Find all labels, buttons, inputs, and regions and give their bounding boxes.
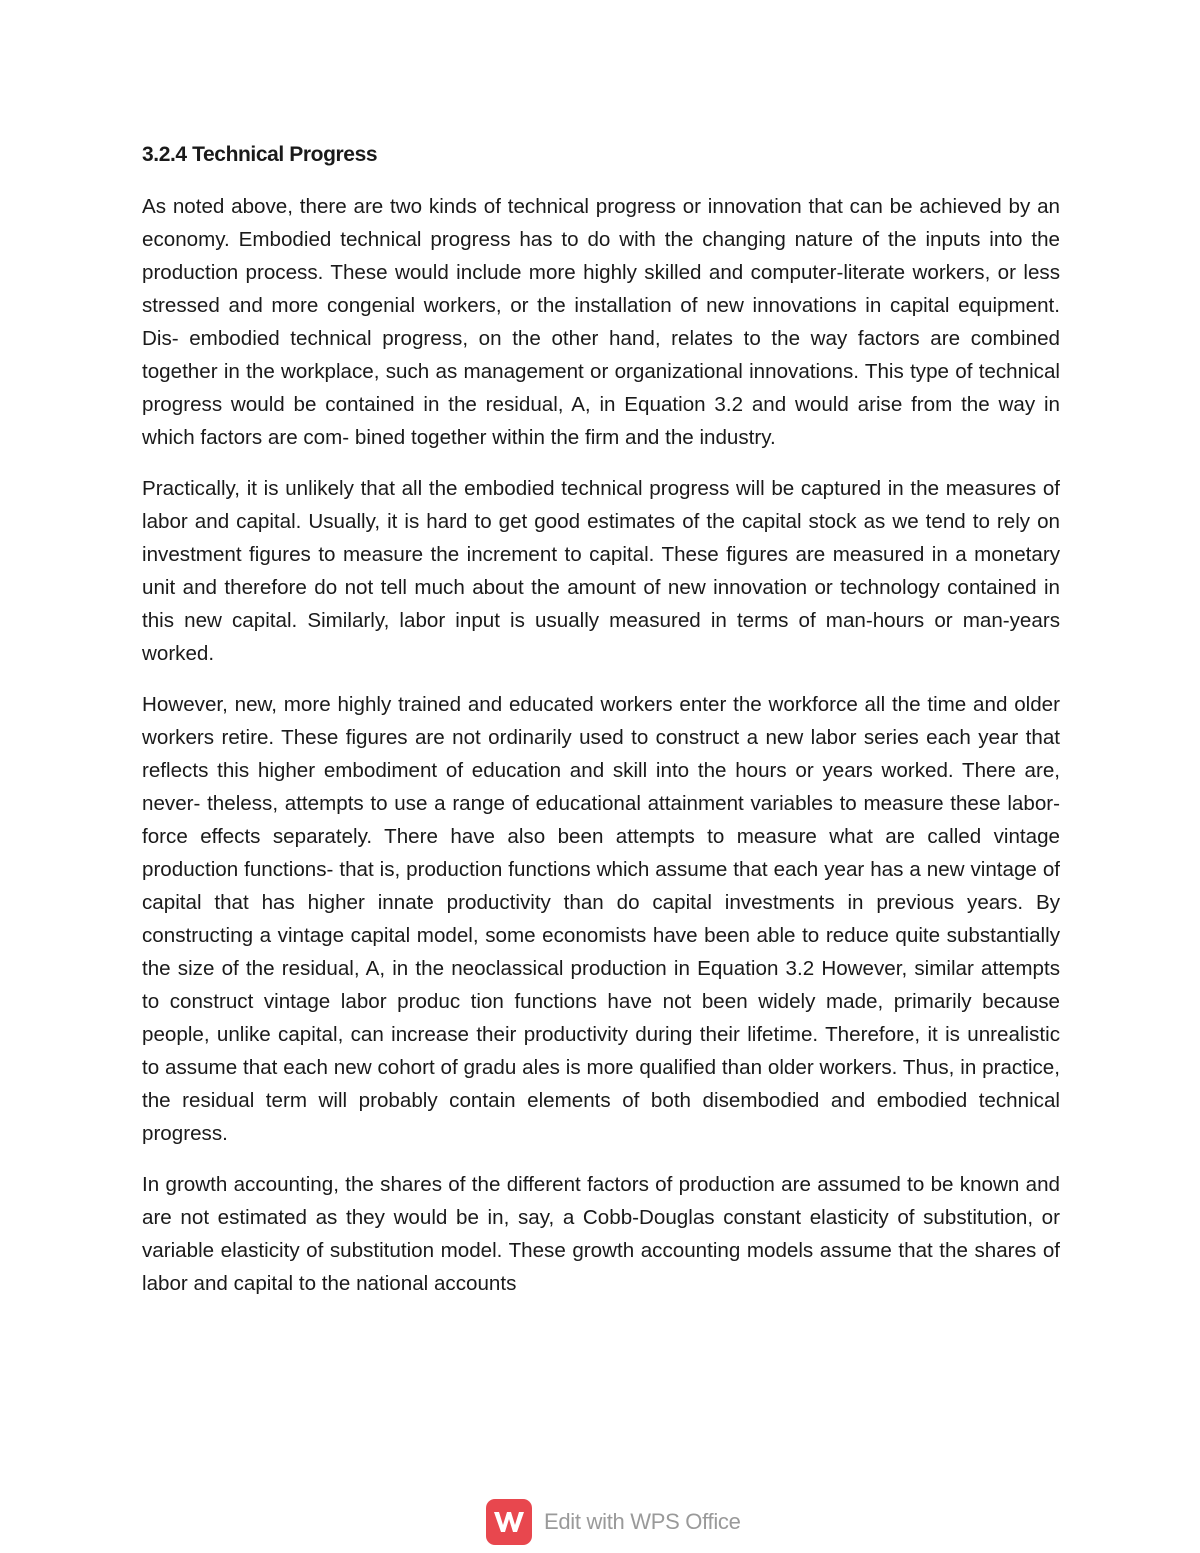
paragraph-1: As noted above, there are two kinds of technical progress or innovation that can be achieved by an economy. Embodied technical progress has to do with the changing nature of the inputs into the production process. These would include more highly skilled and computer-literate workers, or less stressed and more congenial workers, or the installation of new innovations in capital equipment. Dis- embodied technical progress, on the other hand, relates to the way factors are combined together in the workplace, such as management or organizational innovations. This type of technical progress would be contained in the residual, A, in Equation 3.2 and would arise from the way in which factors are com- bined together within the firm and the industry. <box>142 195 1060 449</box>
edit-with-wps-link[interactable] <box>486 1498 741 1546</box>
document-page <box>142 140 1060 1318</box>
footer-label: Edit with WPS Office <box>544 1509 741 1534</box>
paragraph-3: However, new, more highly trained and educated workers enter the workforce all the time and older workers retire. These figures are not ordinarily used to construct a new labor series each year that reflects this higher embodiment of education and skill into the hours or years worked. There are, never- theless, attempts to use a range of educational attainment variables to measure these labor-force effects separately. There have also been attempts to measure what are called vintage production functions- that is, production functions which assume that each year has a new vintage of capital that has higher innate productivity than do capital investments in previous years. By constructing a vintage capital model, some economists have been able to reduce quite substantially the size of the residual, A, in the neoclassical production in Equation 3.2 However, similar attempts to construct vintage labor produc tion functions have not been widely made, primarily because people, unlike capital, can increase their productivity during their lifetime. Therefore, it is unrealistic to assume that each new cohort of gradu ales is more qualified than older workers. Thus, in practice, the residual term will probably contain elements of both disembodied and embodied technical progress. <box>142 693 1060 1145</box>
wps-w-logo-icon <box>486 1499 532 1545</box>
paragraph-4: In growth accounting, the shares of the different factors of production are assumed to be known and are not estimated as they would be in, say, a Cobb-Douglas constant elasticity of substitution, or variable elasticity of substitution model. These growth accounting models assume that the shares of labor and capital to the national accounts <box>142 1173 1060 1295</box>
section-heading: 3.2.4 Technical Progress <box>142 143 378 166</box>
paragraph-2: Practically, it is unlikely that all the embodied technical progress will be captured in the measures of labor and capital. Usually, it is hard to get good estimates of the capital stock as we tend to rely on investment figures to measure the increment to capital. These figures are measured in a monetary unit and therefore do not tell much about the amount of new innovation or technology contained in this new capital. Similarly, labor input is usually measured in terms of man-hours or man-years worked. <box>142 477 1060 665</box>
